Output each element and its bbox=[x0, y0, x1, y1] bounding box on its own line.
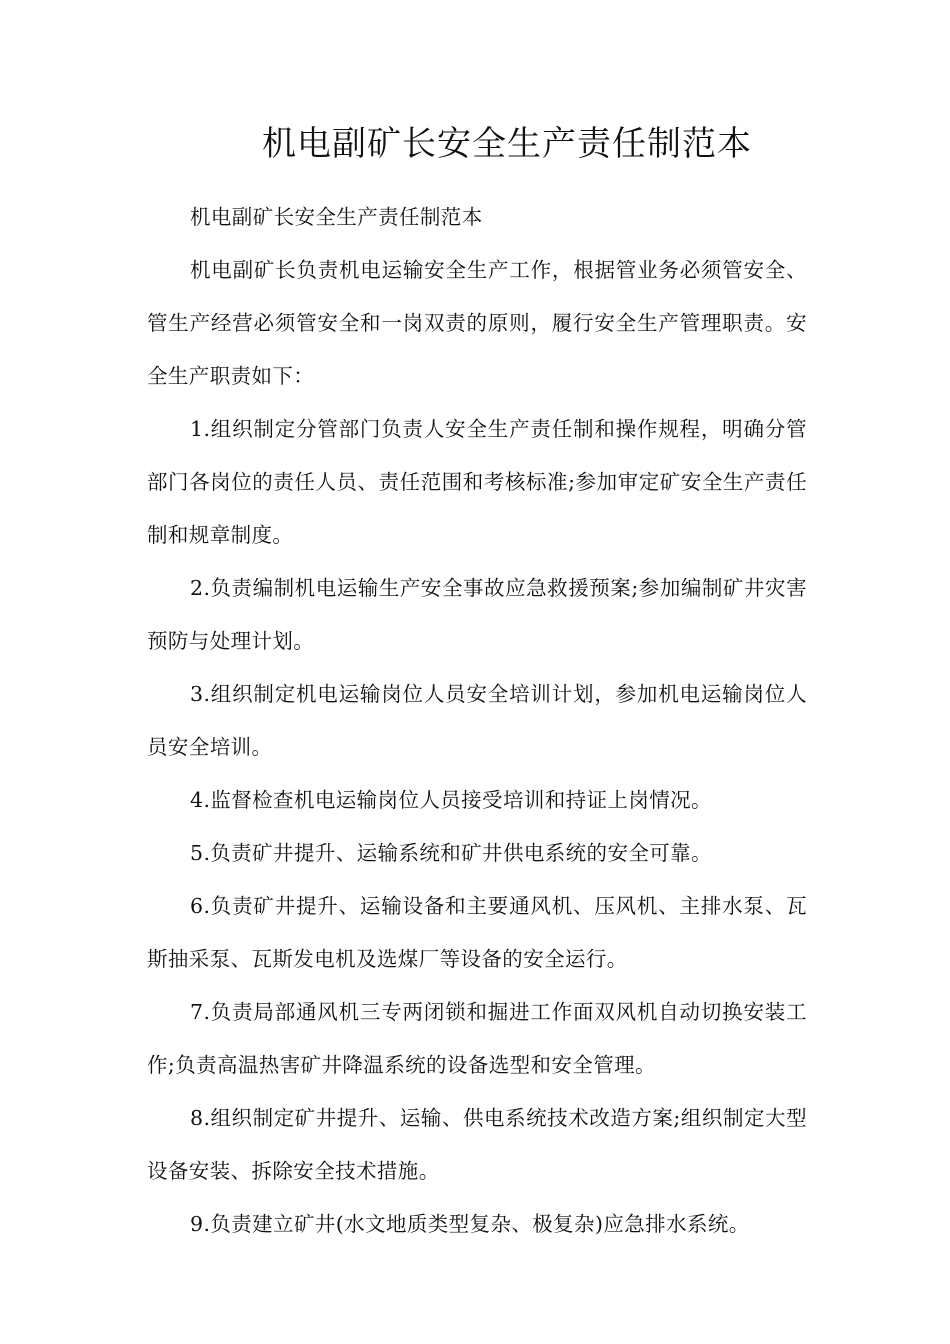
paragraph-item-4: 4.监督检查机电运输岗位人员接受培训和持证上岗情况。 bbox=[190, 788, 712, 812]
paragraph-item-3: 3.组织制定机电运输岗位人员安全培训计划，参加机电运输岗位人员安全培训。 bbox=[147, 682, 807, 759]
paragraph-subtitle: 机电副矿长安全生产责任制范本 bbox=[190, 205, 483, 229]
document-title: 机电副矿长安全生产责任制范本 bbox=[262, 124, 752, 164]
paragraph-item-9: 9.负责建立矿井(水文地质类型复杂、极复杂)应急排水系统。 bbox=[190, 1212, 750, 1236]
paragraph-item-6: 6.负责矿井提升、运输设备和主要通风机、压风机、主排水泵、瓦斯抽采泵、瓦斯发电机及选煤厂等设备的安全运行。 bbox=[147, 894, 807, 971]
paragraph-item-1: 1.组织制定分管部门负责人安全生产责任制和操作规程，明确分管部门各岗位的责任人员、责任范围和考核标准;参加审定矿安全生产责任制和规章制度。 bbox=[147, 417, 807, 547]
paragraph-item-2: 2.负责编制机电运输生产安全事故应急救援预案;参加编制矿井灾害预防与处理计划。 bbox=[147, 576, 807, 653]
paragraph-item-5: 5.负责矿井提升、运输系统和矿井供电系统的安全可靠。 bbox=[190, 841, 712, 865]
paragraph-intro: 机电副矿长负责机电运输安全生产工作，根据管业务必须管安全、管生产经营必须管安全和一岗双责的原则，履行安全生产管理职责。安全生产职责如下： bbox=[147, 258, 807, 388]
document-body bbox=[147, 191, 807, 1251]
paragraph-item-7: 7.负责局部通风机三专两闭锁和掘进工作面双风机自动切换安装工作;负责高温热害矿井降温系统的设备选型和安全管理。 bbox=[147, 1000, 807, 1077]
paragraph-item-8: 8.组织制定矿井提升、运输、供电系统技术改造方案;组织制定大型设备安装、拆除安全技术措施。 bbox=[147, 1106, 807, 1183]
